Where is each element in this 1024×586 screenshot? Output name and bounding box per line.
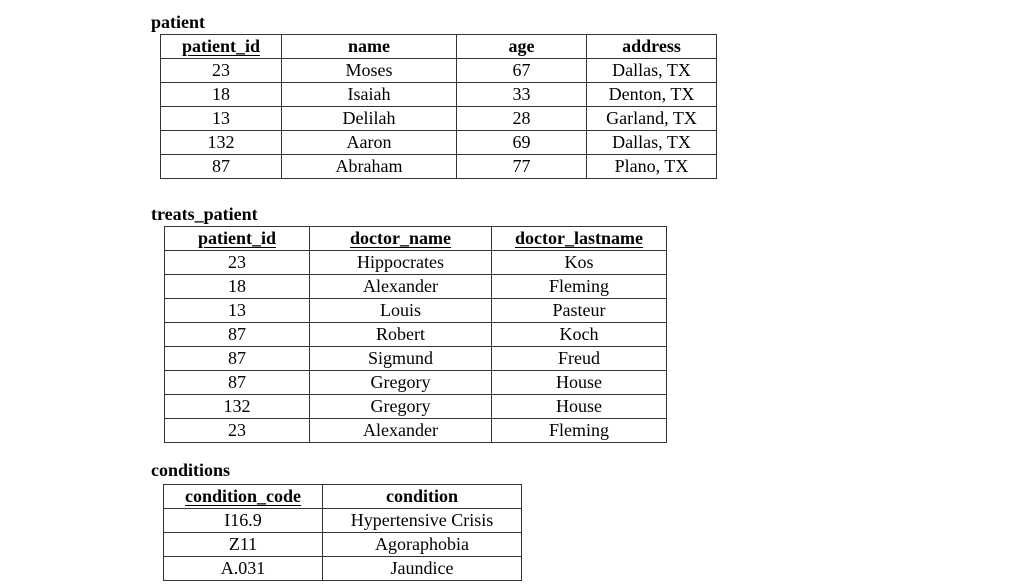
cell-condition-code: A.031 <box>164 557 323 581</box>
patient-table <box>160 34 717 179</box>
cell-doctor-lastname: Koch <box>492 323 667 347</box>
table-row <box>165 323 667 347</box>
table-row <box>165 395 667 419</box>
cell-doctor-name: Sigmund <box>310 347 492 371</box>
cell-patient-id: 13 <box>165 299 310 323</box>
cell-doctor-name: Gregory <box>310 395 492 419</box>
table-row <box>161 83 717 107</box>
cell-name: Isaiah <box>282 83 457 107</box>
column-header-condition: condition <box>323 485 522 509</box>
table-row <box>161 131 717 155</box>
cell-doctor-name: Alexander <box>310 419 492 443</box>
cell-address: Denton, TX <box>587 83 717 107</box>
column-header-doctor-lastname: doctor_lastname <box>492 227 667 251</box>
cell-condition-code: Z11 <box>164 533 323 557</box>
cell-patient-id: 87 <box>165 347 310 371</box>
conditions-table-title: conditions <box>151 460 231 480</box>
cell-name: Delilah <box>282 107 457 131</box>
cell-doctor-name: Gregory <box>310 371 492 395</box>
column-header-doctor-name: doctor_name <box>310 227 492 251</box>
cell-age: 67 <box>457 59 587 83</box>
table-header-row <box>161 35 717 59</box>
table-row <box>164 509 522 533</box>
table-row <box>165 299 667 323</box>
cell-name: Aaron <box>282 131 457 155</box>
cell-patient-id: 18 <box>161 83 282 107</box>
cell-condition: Agoraphobia <box>323 533 522 557</box>
cell-patient-id: 18 <box>165 275 310 299</box>
table-header-row <box>165 227 667 251</box>
cell-doctor-lastname: House <box>492 371 667 395</box>
table-header-row <box>164 485 522 509</box>
column-header-address: address <box>587 35 717 59</box>
cell-doctor-lastname: House <box>492 395 667 419</box>
table-row <box>161 59 717 83</box>
cell-age: 33 <box>457 83 587 107</box>
column-header-name: name <box>282 35 457 59</box>
cell-patient-id: 23 <box>165 419 310 443</box>
table-row <box>165 419 667 443</box>
cell-doctor-name: Alexander <box>310 275 492 299</box>
cell-age: 69 <box>457 131 587 155</box>
table-row <box>165 347 667 371</box>
cell-doctor-name: Robert <box>310 323 492 347</box>
cell-patient-id: 23 <box>165 251 310 275</box>
cell-patient-id: 87 <box>165 323 310 347</box>
column-header-age: age <box>457 35 587 59</box>
cell-address: Garland, TX <box>587 107 717 131</box>
table-row <box>164 533 522 557</box>
table-row <box>161 107 717 131</box>
cell-doctor-name: Louis <box>310 299 492 323</box>
cell-doctor-lastname: Freud <box>492 347 667 371</box>
conditions-table <box>163 484 522 581</box>
cell-doctor-lastname: Pasteur <box>492 299 667 323</box>
cell-doctor-name: Hippocrates <box>310 251 492 275</box>
cell-patient-id: 132 <box>161 131 282 155</box>
cell-patient-id: 87 <box>161 155 282 179</box>
column-header-patient-id: patient_id <box>165 227 310 251</box>
cell-patient-id: 132 <box>165 395 310 419</box>
table-row <box>164 557 522 581</box>
cell-doctor-lastname: Fleming <box>492 419 667 443</box>
treats-patient-table-title: treats_patient <box>151 204 258 224</box>
column-header-condition-code: condition_code <box>164 485 323 509</box>
cell-name: Moses <box>282 59 457 83</box>
patient-table-title: patient <box>151 12 205 32</box>
treats-patient-table <box>164 226 667 443</box>
cell-name: Abraham <box>282 155 457 179</box>
column-header-patient-id: patient_id <box>161 35 282 59</box>
table-row <box>161 155 717 179</box>
cell-condition: Jaundice <box>323 557 522 581</box>
cell-age: 77 <box>457 155 587 179</box>
cell-condition-code: I16.9 <box>164 509 323 533</box>
cell-doctor-lastname: Fleming <box>492 275 667 299</box>
cell-age: 28 <box>457 107 587 131</box>
cell-patient-id: 87 <box>165 371 310 395</box>
cell-doctor-lastname: Kos <box>492 251 667 275</box>
cell-address: Dallas, TX <box>587 131 717 155</box>
cell-address: Dallas, TX <box>587 59 717 83</box>
cell-patient-id: 13 <box>161 107 282 131</box>
table-row <box>165 275 667 299</box>
cell-patient-id: 23 <box>161 59 282 83</box>
cell-condition: Hypertensive Crisis <box>323 509 522 533</box>
cell-address: Plano, TX <box>587 155 717 179</box>
table-row <box>165 371 667 395</box>
table-row <box>165 251 667 275</box>
